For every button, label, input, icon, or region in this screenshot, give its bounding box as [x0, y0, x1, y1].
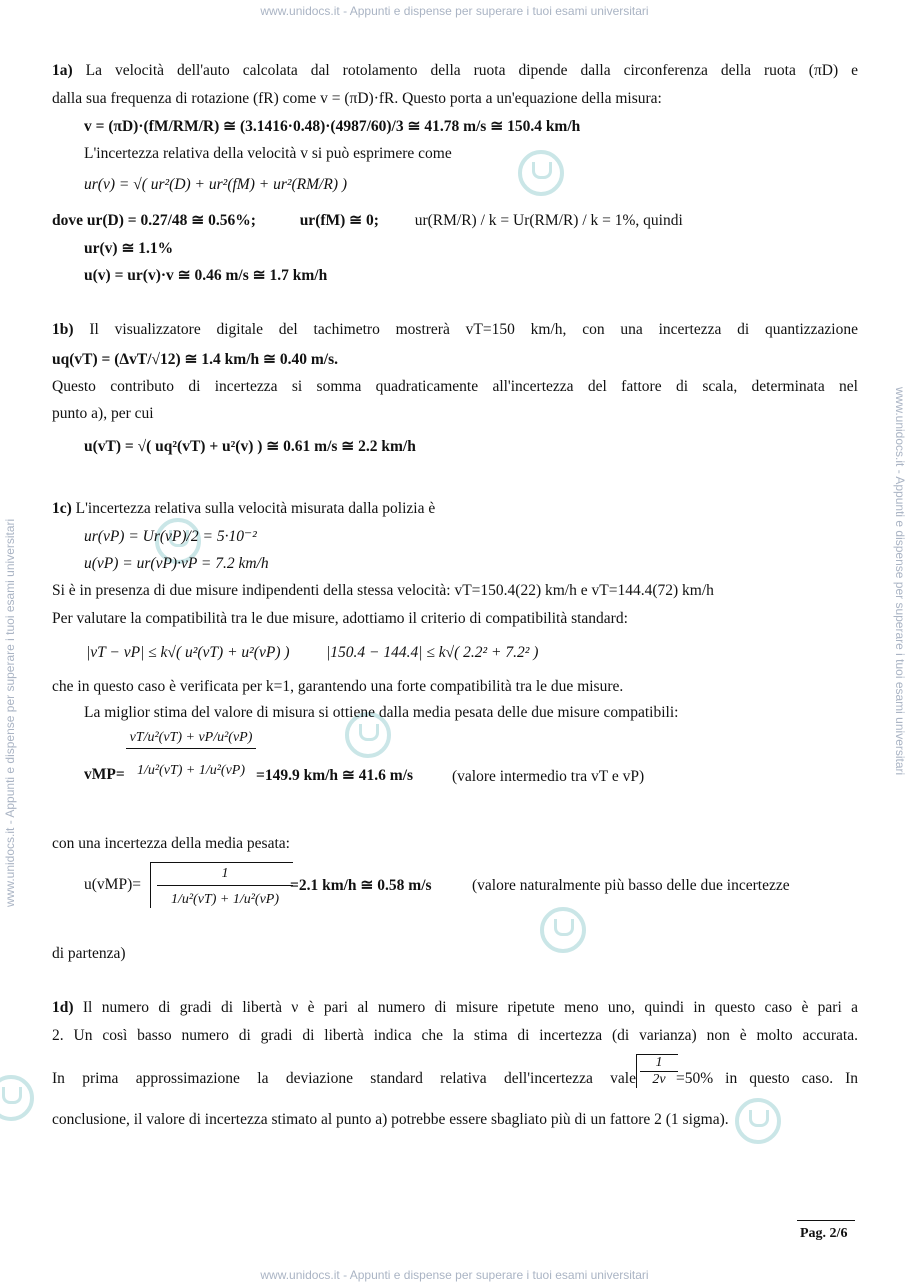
s1d-p3a: In prima approssimazione la deviazione standard relativa dell'incertezza vale	[52, 1070, 636, 1087]
s1a-label: 1a)	[52, 62, 73, 79]
s1b-p4: punto a), per cui	[52, 405, 154, 422]
s1c-eq4-note: (valore intermedio tra vT e vP)	[452, 768, 645, 785]
s1a-p4b: ur(fM) ≅ 0;	[299, 212, 379, 229]
s1c-p4: che in questo caso è verificata per k=1, garantendo una forte compatibilità tra le due misure.	[52, 678, 624, 695]
s1a-eq2: ur(v) = √( ur²(D) + ur²(fM) + ur²(RM/R) )	[84, 176, 348, 193]
s1b-label: 1b)	[52, 321, 74, 338]
s1c-p2: Si è in presenza di due misure indipendenti della stessa velocità: vT=150.4(22) km/h e vT=144.4(72) km/h	[52, 582, 714, 599]
s1d-sqrt-fraction: 1 2ν	[636, 1054, 678, 1088]
s1c-eq4-lhs: vMP=	[84, 766, 125, 783]
page-number: Pag. 2/6	[800, 1226, 848, 1241]
s1c-p3: Per valutare la compatibilità tra le due misure, adottiamo il criterio di compatibilità standard:	[52, 610, 628, 627]
s1d-line1	[52, 999, 858, 1017]
unidocs-logo-icon	[0, 1075, 34, 1121]
s1c-eq5-note: (valore naturalmente più basso delle due incertezze	[472, 877, 790, 894]
s1a-p3: L'incertezza relativa della velocità v si può esprimere come	[84, 145, 452, 162]
footer-rule	[797, 1220, 855, 1221]
s1c-p5: La miglior stima del valore di misura si ottiene dalla media pesata delle due misure compatibili:	[84, 704, 679, 721]
s1c-p1: L'incertezza relativa sulla velocità misurata dalla polizia è	[75, 500, 436, 517]
watermark-top: www.unidocs.it - Appunti e dispense per superare i tuoi esami universitari	[260, 4, 649, 18]
s1c-eq1: ur(vP) = Ur(vP)/2 = 5·10⁻²	[84, 528, 257, 545]
s1c-eq4-fraction: vT/u²(vT) + vP/u²(vP) 1/u²(vT) + 1/u²(vP)	[126, 730, 256, 779]
s1d-p3b: =50% in questo caso. In	[676, 1070, 858, 1087]
watermark-left: www.unidocs.it - Appunti e dispense per superare i tuoi esami universitari	[3, 518, 17, 907]
s1c-label: 1c)	[52, 500, 72, 517]
s1a-eq3: ur(v) ≅ 1.1%	[84, 240, 174, 257]
s1c-eq4-rhs: =149.9 km/h ≅ 41.6 m/s	[256, 767, 414, 784]
s1a-p4	[52, 211, 683, 230]
s1d-p4: conclusione, il valore di incertezza stimato al punto a) potrebbe essere sbagliato più di un fattore 2 (1 sigma).	[52, 1111, 729, 1128]
s1c-eq3a: |vT − vP| ≤ k√( u²(vT) + u²(vP) )	[86, 644, 290, 661]
s1c-line1	[52, 500, 435, 518]
s1c-eq2: u(vP) = ur(vP)·vP = 7.2 km/h	[84, 555, 269, 572]
s1d-p1: Il numero di gradi di libertà ν è pari al numero di misure ripetute meno uno, quindi in questo caso è pari a	[82, 999, 858, 1016]
s1c-p7: di partenza)	[52, 945, 126, 962]
s1a-eq4: u(v) = ur(v)·v ≅ 0.46 m/s ≅ 1.7 km/h	[84, 267, 328, 284]
s1b-line1	[52, 321, 858, 339]
watermark-bottom: www.unidocs.it - Appunti e dispense per superare i tuoi esami universitari	[260, 1268, 649, 1282]
s1c-p6: con una incertezza della media pesata:	[52, 835, 290, 852]
s1a-line1	[52, 62, 858, 80]
s1a-p4a: dove ur(D) = 0.27/48 ≅ 0.56%;	[52, 212, 256, 229]
s1d-p2: 2. Un così basso numero di gradi di libertà indica che la stima di incertezza (di varianza) non è molto accurata.	[52, 1027, 858, 1044]
s1a-p4c: ur(RM/R) / k = Ur(RM/R) / k = 1%, quindi	[414, 212, 683, 229]
s1a-eq1: v = (πD)·(fM/RM/R) ≅ (3.1416·0.48)·(4987/60)/3 ≅ 41.78 m/s ≅ 150.4 km/h	[84, 118, 581, 135]
s1b-p1: Il visualizzatore digitale del tachimetro mostrerà vT=150 km/h, con una incertezza di quantizzazione	[89, 321, 858, 338]
unidocs-logo-icon	[518, 150, 564, 196]
s1b-eq1: u(vT) = √( uq²(vT) + u²(v) ) ≅ 0.61 m/s ≅ 2.2 km/h	[84, 438, 416, 455]
s1c-eq5-lhs: u(vMP)=	[84, 876, 141, 893]
s1d-label: 1d)	[52, 999, 74, 1016]
s1c-eq5-rhs: =2.1 km/h ≅ 0.58 m/s	[290, 877, 432, 894]
s1b-p3: Questo contributo di incertezza si somma quadraticamente all'incertezza del fattore di scala, determinata nel	[52, 378, 858, 395]
s1c-eq5-sqrt: 1 1/u²(vT) + 1/u²(vP)	[150, 862, 293, 908]
s1c-eq3b: |150.4 − 144.4| ≤ k√( 2.2² + 7.2² )	[326, 644, 539, 661]
s1a-p2: dalla sua frequenza di rotazione (fR) come v = (πD)·fR. Questo porta a un'equazione della misura:	[52, 90, 662, 107]
s1a-p1: La velocità dell'auto calcolata dal rotolamento della ruota dipende dalla circonferenza della ruota (πD) e	[85, 62, 859, 79]
s1b-p2: uq(vT) = (ΔvT/√12) ≅ 1.4 km/h ≅ 0.40 m/s.	[52, 351, 338, 368]
unidocs-logo-icon	[735, 1098, 781, 1144]
unidocs-logo-icon	[540, 907, 586, 953]
watermark-right: www.unidocs.it - Appunti e dispense per superare i tuoi esami universitari	[893, 387, 907, 776]
